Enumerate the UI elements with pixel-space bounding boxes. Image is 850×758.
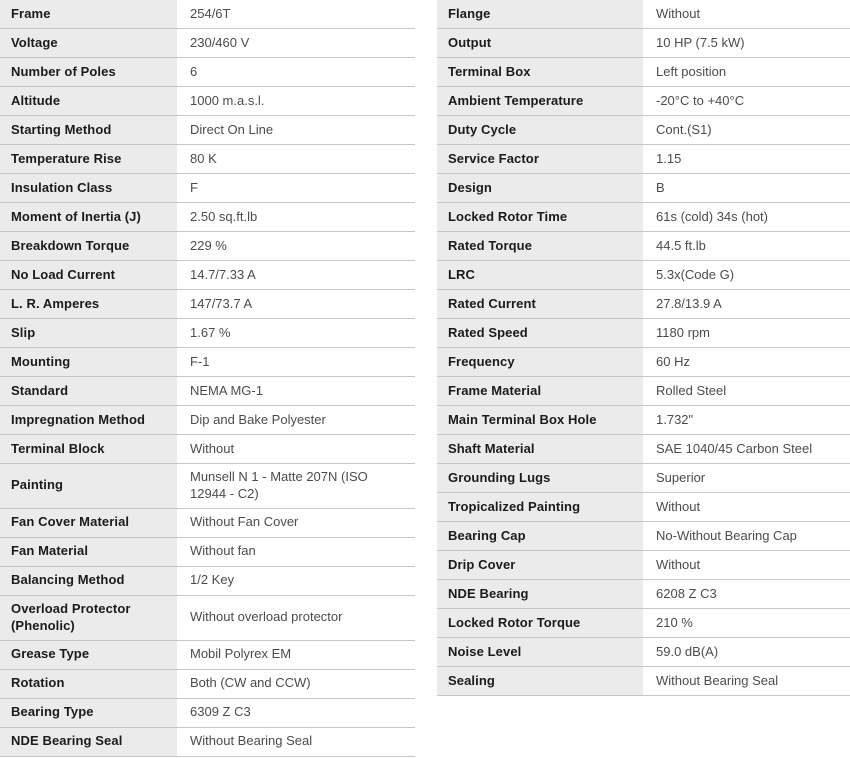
spec-row: [0, 348, 415, 377]
spec-value: Without: [643, 0, 850, 28]
spec-row: [437, 348, 850, 377]
spec-row: [437, 87, 850, 116]
spec-row: [437, 232, 850, 261]
spec-value: Without fan: [177, 538, 415, 566]
spec-row: [437, 638, 850, 667]
spec-value: 10 HP (7.5 kW): [643, 29, 850, 57]
spec-row: [437, 29, 850, 58]
spec-value: 5.3x(Code G): [643, 261, 850, 289]
spec-value: Without Fan Cover: [177, 509, 415, 537]
spec-value: 44.5 ft.lb: [643, 232, 850, 260]
spec-label: Locked Rotor Time: [437, 203, 643, 231]
spec-label: Terminal Block: [0, 435, 177, 463]
spec-row: [0, 203, 415, 232]
spec-row: [0, 670, 415, 699]
spec-label: Frame Material: [437, 377, 643, 405]
spec-label: Standard: [0, 377, 177, 405]
spec-label: L. R. Amperes: [0, 290, 177, 318]
spec-value: Without Bearing Seal: [177, 728, 415, 756]
spec-value: 80 K: [177, 145, 415, 173]
spec-label: Duty Cycle: [437, 116, 643, 144]
spec-label: Bearing Type: [0, 699, 177, 727]
spec-row: [0, 0, 415, 29]
spec-value: -20°C to +40°C: [643, 87, 850, 115]
spec-label: Drip Cover: [437, 551, 643, 579]
spec-value: 6208 Z C3: [643, 580, 850, 608]
spec-value: 27.8/13.9 A: [643, 290, 850, 318]
spec-label: Terminal Box: [437, 58, 643, 86]
spec-label: Altitude: [0, 87, 177, 115]
spec-label: Main Terminal Box Hole: [437, 406, 643, 434]
spec-label: Fan Material: [0, 538, 177, 566]
spec-row: [437, 174, 850, 203]
spec-value: Without: [643, 551, 850, 579]
spec-value: 6: [177, 58, 415, 86]
spec-label: Frame: [0, 0, 177, 28]
spec-label: Mounting: [0, 348, 177, 376]
spec-label: Moment of Inertia (J): [0, 203, 177, 231]
spec-label: NDE Bearing Seal: [0, 728, 177, 756]
spec-value: 14.7/7.33 A: [177, 261, 415, 289]
spec-value: No-Without Bearing Cap: [643, 522, 850, 550]
spec-row: [0, 596, 415, 641]
spec-value: 59.0 dB(A): [643, 638, 850, 666]
spec-label: Rated Torque: [437, 232, 643, 260]
spec-value: F-1: [177, 348, 415, 376]
spec-label: Rotation: [0, 670, 177, 698]
spec-value: Both (CW and CCW): [177, 670, 415, 698]
spec-label: Temperature Rise: [0, 145, 177, 173]
spec-label: Impregnation Method: [0, 406, 177, 434]
spec-row: [0, 145, 415, 174]
spec-row: [0, 319, 415, 348]
spec-row: [437, 609, 850, 638]
spec-row: [0, 728, 415, 757]
spec-label: Grease Type: [0, 641, 177, 669]
spec-row: [437, 580, 850, 609]
spec-value: Without Bearing Seal: [643, 667, 850, 695]
spec-row: [437, 551, 850, 580]
spec-label: LRC: [437, 261, 643, 289]
spec-value: 2.50 sq.ft.lb: [177, 203, 415, 231]
spec-row: [0, 29, 415, 58]
spec-label: Balancing Method: [0, 567, 177, 595]
spec-row: [0, 232, 415, 261]
spec-value: 61s (cold) 34s (hot): [643, 203, 850, 231]
spec-label: Ambient Temperature: [437, 87, 643, 115]
spec-label: Rated Speed: [437, 319, 643, 347]
spec-value: 6309 Z C3: [177, 699, 415, 727]
spec-row: [0, 567, 415, 596]
spec-row: [437, 58, 850, 87]
spec-row: [437, 261, 850, 290]
spec-label: Flange: [437, 0, 643, 28]
spec-row: [437, 0, 850, 29]
spec-label: Grounding Lugs: [437, 464, 643, 492]
spec-label: Fan Cover Material: [0, 509, 177, 537]
spec-row: [437, 464, 850, 493]
spec-row: [437, 116, 850, 145]
spec-value: Cont.(S1): [643, 116, 850, 144]
spec-row: [0, 290, 415, 319]
spec-value: SAE 1040/45 Carbon Steel: [643, 435, 850, 463]
spec-row: [0, 377, 415, 406]
spec-row: [437, 406, 850, 435]
spec-row: [437, 203, 850, 232]
spec-row: [0, 538, 415, 567]
spec-value: 229 %: [177, 232, 415, 260]
spec-row: [437, 290, 850, 319]
spec-row: [437, 493, 850, 522]
spec-row: [437, 377, 850, 406]
spec-value: 60 Hz: [643, 348, 850, 376]
spec-row: [0, 174, 415, 203]
spec-value: NEMA MG-1: [177, 377, 415, 405]
spec-value: Without: [643, 493, 850, 521]
spec-value: 230/460 V: [177, 29, 415, 57]
spec-row: [0, 116, 415, 145]
spec-value: 1/2 Key: [177, 567, 415, 595]
spec-row: [0, 641, 415, 670]
spec-row: [0, 406, 415, 435]
spec-label: Sealing: [437, 667, 643, 695]
right-spec-table: [437, 0, 850, 696]
spec-label: Slip: [0, 319, 177, 347]
spec-label: Output: [437, 29, 643, 57]
spec-label: Painting: [0, 464, 177, 508]
spec-value: Dip and Bake Polyester: [177, 406, 415, 434]
spec-value: Without: [177, 435, 415, 463]
spec-label: Tropicalized Painting: [437, 493, 643, 521]
spec-row: [437, 522, 850, 551]
spec-row: [0, 58, 415, 87]
spec-label: Breakdown Torque: [0, 232, 177, 260]
spec-value: Superior: [643, 464, 850, 492]
spec-value: 1.732": [643, 406, 850, 434]
left-spec-table: [0, 0, 415, 757]
spec-label: No Load Current: [0, 261, 177, 289]
spec-value: Left position: [643, 58, 850, 86]
spec-label: NDE Bearing: [437, 580, 643, 608]
spec-label: Frequency: [437, 348, 643, 376]
spec-value: Direct On Line: [177, 116, 415, 144]
spec-value: B: [643, 174, 850, 202]
spec-label: Noise Level: [437, 638, 643, 666]
spec-label: Overload Protector (Phenolic): [0, 596, 177, 640]
spec-value: F: [177, 174, 415, 202]
spec-value: 210 %: [643, 609, 850, 637]
spec-value: 1000 m.a.s.l.: [177, 87, 415, 115]
spec-label: Locked Rotor Torque: [437, 609, 643, 637]
spec-label: Insulation Class: [0, 174, 177, 202]
spec-row: [0, 699, 415, 728]
spec-row: [437, 145, 850, 174]
spec-value: 1.15: [643, 145, 850, 173]
spec-row: [437, 667, 850, 696]
spec-value: 147/73.7 A: [177, 290, 415, 318]
spec-row: [437, 435, 850, 464]
spec-row: [437, 319, 850, 348]
spec-label: Starting Method: [0, 116, 177, 144]
spec-row: [0, 261, 415, 290]
spec-value: Without overload protector: [177, 596, 415, 640]
spec-row: [0, 87, 415, 116]
spec-value: 1.67 %: [177, 319, 415, 347]
spec-value: Mobil Polyrex EM: [177, 641, 415, 669]
spec-value: 1180 rpm: [643, 319, 850, 347]
spec-label: Service Factor: [437, 145, 643, 173]
spec-label: Rated Current: [437, 290, 643, 318]
spec-label: Bearing Cap: [437, 522, 643, 550]
spec-row: [0, 509, 415, 538]
spec-label: Design: [437, 174, 643, 202]
spec-value: 254/6T: [177, 0, 415, 28]
spec-label: Number of Poles: [0, 58, 177, 86]
spec-row: [0, 435, 415, 464]
spec-value: Rolled Steel: [643, 377, 850, 405]
spec-label: Shaft Material: [437, 435, 643, 463]
spec-label: Voltage: [0, 29, 177, 57]
spec-row: [0, 464, 415, 509]
spec-value: Munsell N 1 - Matte 207N (ISO 12944 - C2): [177, 464, 415, 508]
